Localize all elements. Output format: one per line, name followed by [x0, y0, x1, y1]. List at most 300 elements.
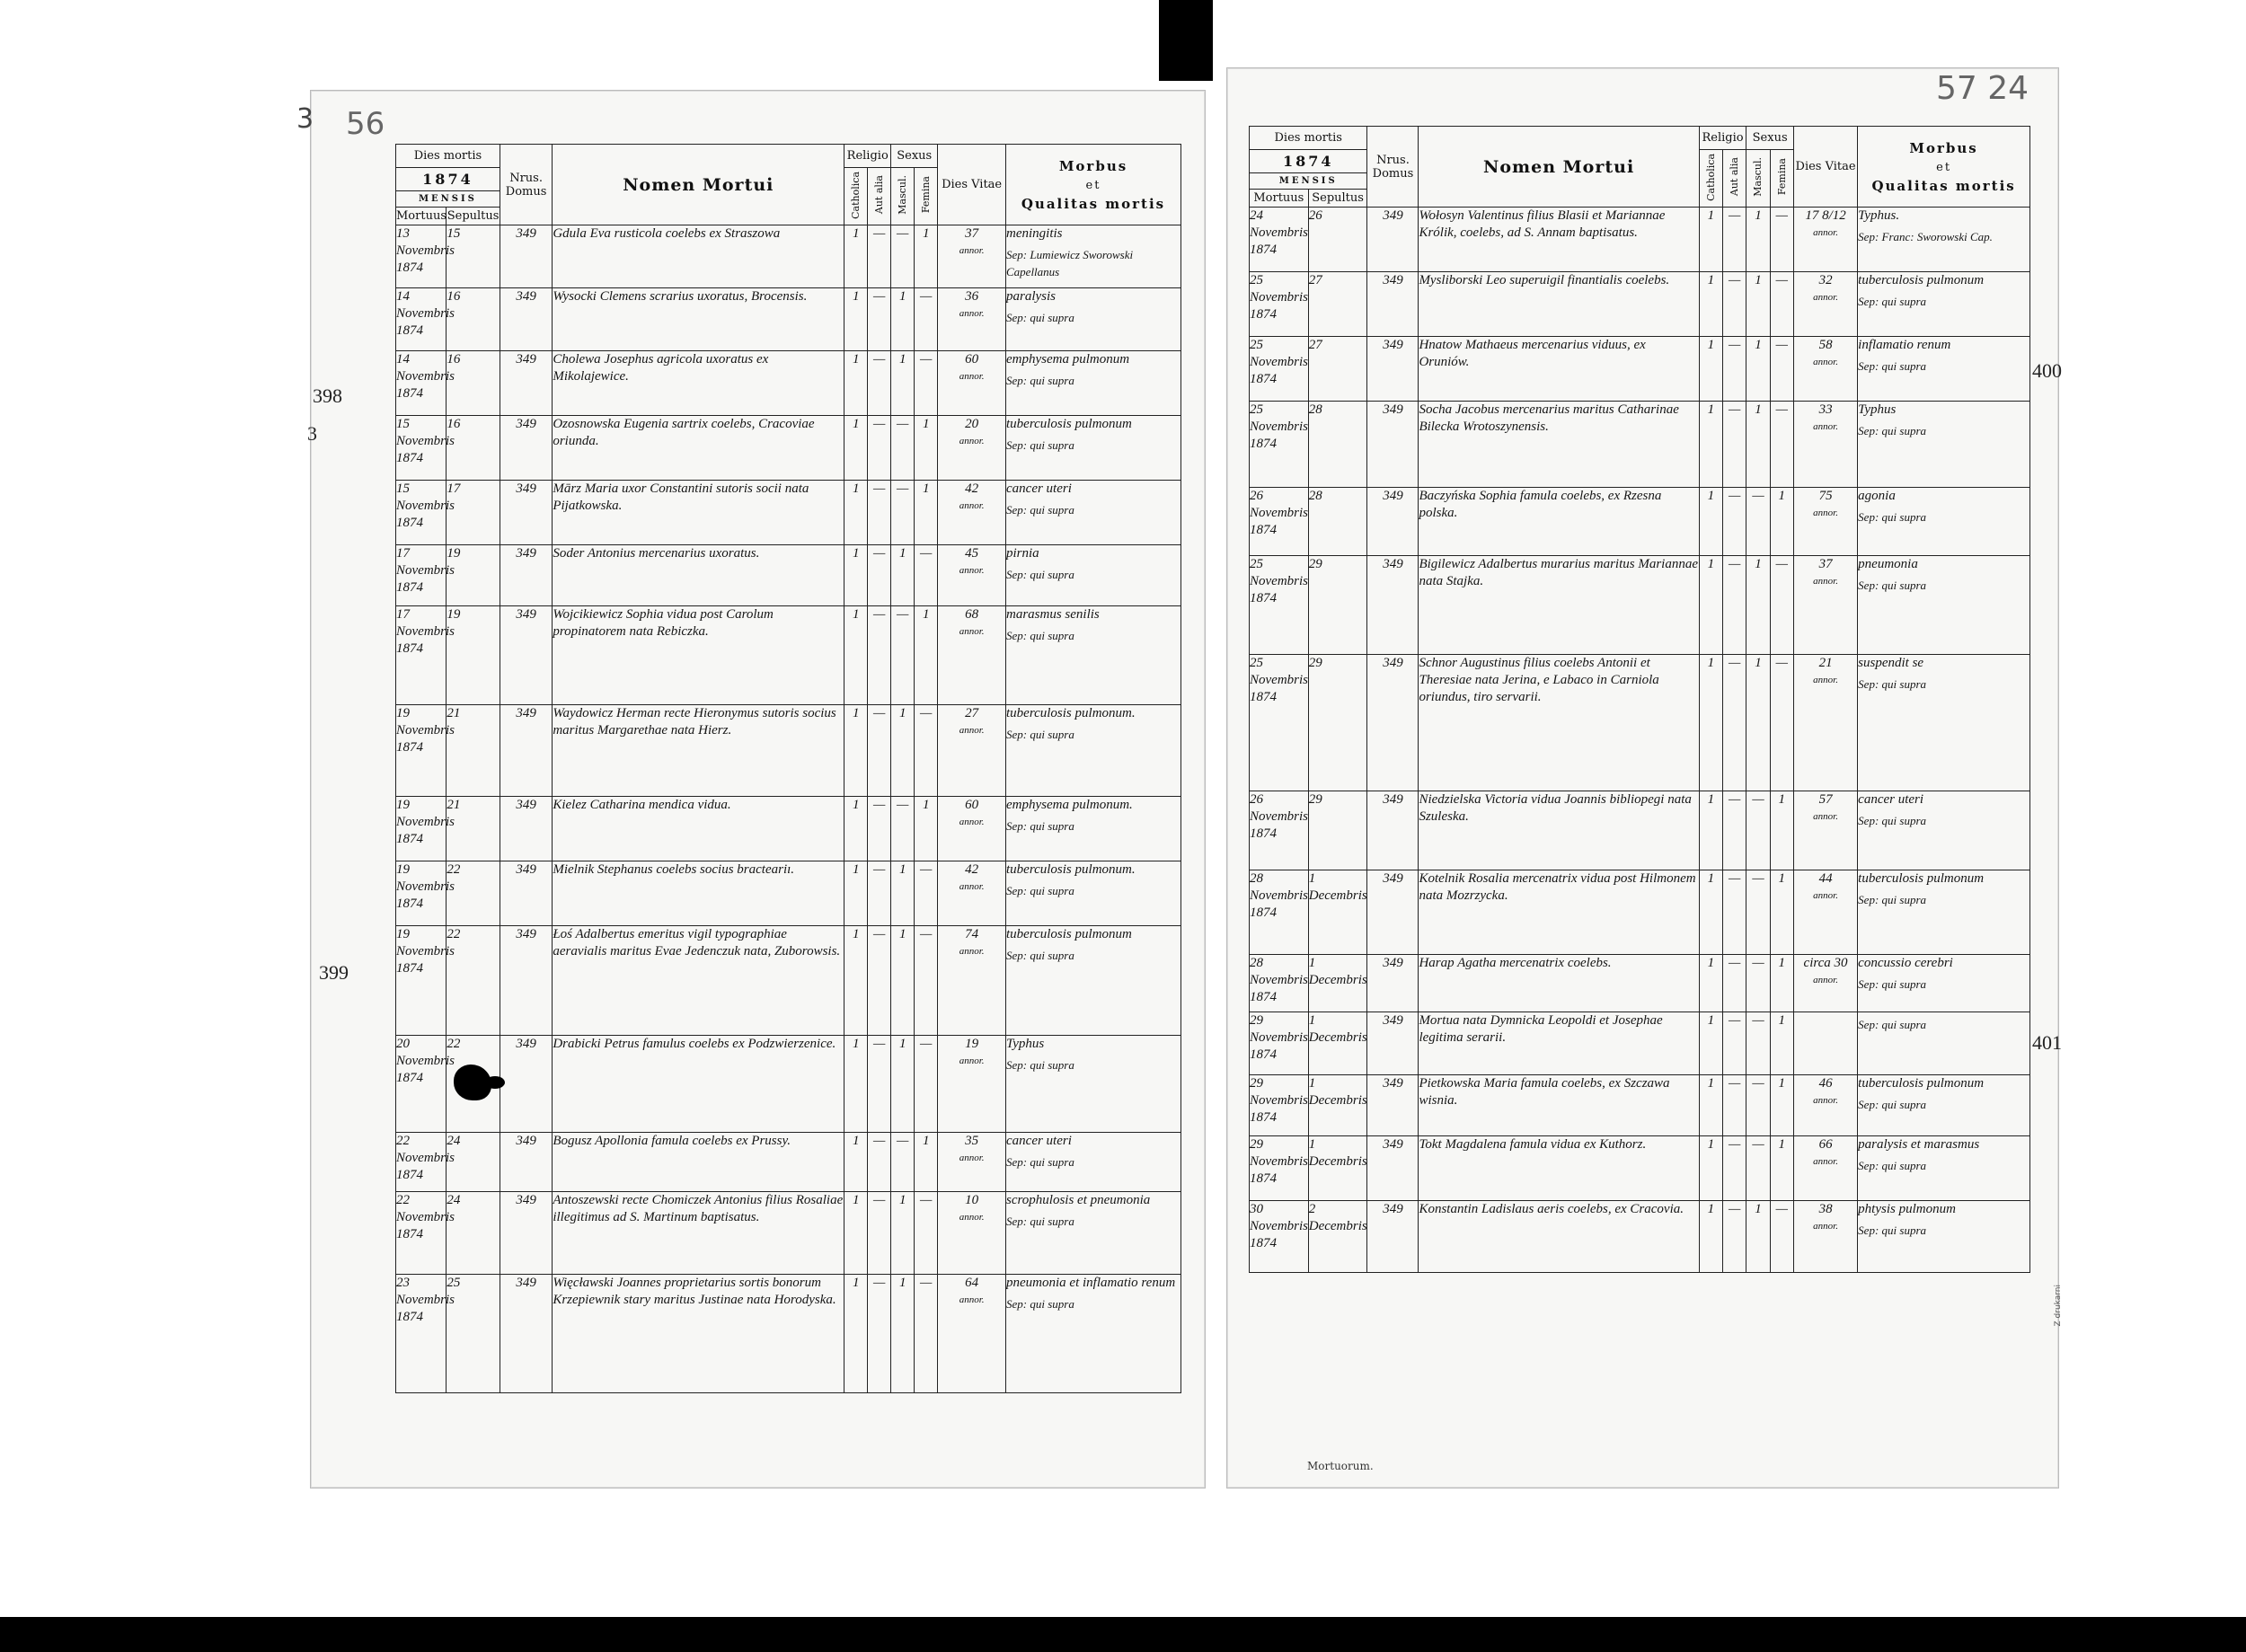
nrus-domus-header: Nrus. Domus [1367, 127, 1419, 208]
deceased-name: Pietkowska Maria famula coelebs, ex Szczawa wisnia. [1419, 1075, 1699, 1136]
cause-of-death: tuberculosis pulmonum. [1006, 706, 1136, 720]
date-of-death: 25 Novembris 1874 [1250, 402, 1309, 488]
burial-note: Sep: qui supra [1006, 568, 1074, 581]
age-unit: annor. [959, 946, 985, 957]
religion-other-mark: — [1723, 337, 1746, 402]
age-cell [938, 926, 1006, 1036]
sepultus-header: Sepultus [1308, 190, 1367, 208]
date-of-death: 13 Novembris 1874 [396, 225, 447, 288]
table-row [1250, 337, 2030, 402]
dies-vitae-header: Dies Vitae [938, 145, 1006, 225]
cause-of-death-cell [1006, 481, 1181, 545]
sex-male-mark: — [891, 606, 915, 705]
age-value: 17 8/12 [1805, 208, 1846, 223]
age-value: 46 [1818, 1076, 1833, 1091]
sex-female-mark: — [1770, 337, 1793, 402]
religion-catholic-mark: 1 [844, 351, 868, 416]
house-number: 349 [1367, 1075, 1419, 1136]
sexus-header: Sexus [1746, 127, 1794, 150]
cause-of-death-cell [1006, 606, 1181, 705]
religion-other-mark: — [1723, 870, 1746, 955]
date-of-death: 30 Novembris 1874 [1250, 1201, 1309, 1273]
religion-catholic-mark: 1 [844, 416, 868, 481]
religion-other-mark: — [1723, 1201, 1746, 1273]
deceased-name: Antoszewski recte Chomiczek Antonius filius Rosaliae illegitimus ad S. Martinum baptisatus. [553, 1192, 844, 1275]
date-of-burial: 28 [1308, 488, 1367, 556]
date-of-burial: 19 [447, 606, 500, 705]
left-register-table [395, 144, 1181, 1393]
dies-mortis-header: Dies mortis [1250, 127, 1367, 150]
burial-note: Sep: qui supra [1006, 1058, 1074, 1072]
age-unit: annor. [959, 1153, 985, 1163]
deceased-name: Mielnik Stephanus coelebs socius bracteariı. [553, 861, 844, 926]
burial-note: Sep: qui supra [1006, 1297, 1074, 1311]
cause-of-death-cell [1006, 1192, 1181, 1275]
aut-alia-header: Aut alia [868, 168, 891, 225]
age-cell [938, 861, 1006, 926]
sex-male-mark: 1 [891, 545, 915, 606]
house-number: 349 [1367, 1012, 1419, 1075]
house-number: 349 [1367, 1136, 1419, 1201]
religion-catholic-mark: 1 [844, 1275, 868, 1393]
cause-of-death-cell [1006, 705, 1181, 797]
age-cell [938, 481, 1006, 545]
sex-male-mark: — [1746, 1012, 1770, 1075]
age-cell [1793, 791, 1857, 870]
religion-catholic-mark: 1 [844, 861, 868, 926]
deceased-name: Cholewa Josephus agricola uxoratus ex Mikolajewice. [553, 351, 844, 416]
table-row [1250, 791, 2030, 870]
sex-female-mark: 1 [1770, 488, 1793, 556]
age-cell [1793, 272, 1857, 337]
religion-catholic-mark: 1 [1699, 402, 1722, 488]
morbus-header [1006, 145, 1181, 225]
house-number: 349 [500, 351, 552, 416]
age-unit: annor. [1813, 357, 1838, 367]
age-value: 32 [1818, 273, 1833, 287]
femina-header: Femina [915, 168, 938, 225]
age-value: 27 [965, 706, 979, 720]
religion-catholic-mark: 1 [844, 545, 868, 606]
cause-of-death-cell [1006, 1036, 1181, 1133]
nomen-mortui-header: Nomen Mortui [553, 145, 844, 225]
house-number: 349 [1367, 1201, 1419, 1273]
table-row [1250, 655, 2030, 791]
burial-note: Sep: qui supra [1006, 1155, 1074, 1169]
religion-other-mark: — [1723, 1136, 1746, 1201]
cause-of-death-cell [1858, 402, 2030, 488]
right-page-number: 57 24 [1936, 70, 2029, 107]
date-of-burial: 17 [447, 481, 500, 545]
house-number: 349 [1367, 272, 1419, 337]
cause-of-death-cell [1006, 288, 1181, 351]
date-of-burial: 1 Decembris [1308, 870, 1367, 955]
religion-catholic-mark: 1 [1699, 337, 1722, 402]
cause-of-death-cell [1858, 955, 2030, 1012]
age-value: 68 [965, 607, 979, 622]
age-value: 37 [1818, 557, 1833, 571]
age-unit: annor. [1813, 421, 1838, 432]
age-cell [938, 288, 1006, 351]
age-unit: annor. [1813, 227, 1838, 238]
age-value: circa 30 [1803, 956, 1848, 970]
date-of-death: 19 Novembris 1874 [396, 797, 447, 861]
sex-female-mark: 1 [915, 225, 938, 288]
religion-other-mark: — [1723, 1075, 1746, 1136]
house-number: 349 [500, 705, 552, 797]
cause-of-death: Typhus. [1858, 208, 1900, 223]
cause-of-death-cell [1858, 791, 2030, 870]
religion-other-mark: — [868, 606, 891, 705]
date-of-burial: 21 [447, 797, 500, 861]
cause-of-death: phtysis pulmonum [1858, 1202, 1956, 1216]
religion-catholic-mark: 1 [844, 1036, 868, 1133]
religion-catholic-mark: 1 [1699, 488, 1722, 556]
house-number: 349 [1367, 337, 1419, 402]
mensis-header: MENSIS [1250, 173, 1367, 190]
table-row [1250, 870, 2030, 955]
cause-of-death-cell [1858, 488, 2030, 556]
sexus-header: Sexus [891, 145, 938, 168]
date-of-death: 14 Novembris 1874 [396, 351, 447, 416]
religion-catholic-mark: 1 [1699, 1075, 1722, 1136]
religion-catholic-mark: 1 [844, 705, 868, 797]
burial-note: Sep: qui supra [1006, 949, 1074, 962]
date-of-burial: 26 [1308, 208, 1367, 272]
dies-mortis-header: Dies mortis [396, 145, 500, 168]
date-of-death: 19 Novembris 1874 [396, 705, 447, 797]
age-unit: annor. [959, 626, 985, 637]
sex-male-mark: 1 [891, 705, 915, 797]
age-cell [938, 1192, 1006, 1275]
religion-other-mark: — [868, 288, 891, 351]
cause-of-death: scrophulosis et pneumonia [1006, 1193, 1151, 1207]
deceased-name: Waydowicz Herman recte Hieronymus sutoris socius maritus Margarethae nata Hierz. [553, 705, 844, 797]
date-of-burial: 27 [1308, 337, 1367, 402]
age-value: 42 [965, 862, 979, 877]
deceased-name: Baczyńska Sophia famula coelebs, ex Rzesna polska. [1419, 488, 1699, 556]
sex-male-mark: 1 [1746, 1201, 1770, 1273]
table-row [396, 797, 1181, 861]
cause-of-death-cell [1858, 1201, 2030, 1273]
table-row [1250, 488, 2030, 556]
sex-male-mark: 1 [1746, 337, 1770, 402]
deceased-name: Hnatow Mathaeus mercenarius viduus, ex Oruniów. [1419, 337, 1699, 402]
table-row [1250, 556, 2030, 655]
sex-female-mark: — [1770, 208, 1793, 272]
cause-of-death: tuberculosis pulmonum [1006, 927, 1132, 941]
age-value: 37 [965, 226, 979, 241]
date-of-death: 28 Novembris 1874 [1250, 870, 1309, 955]
sex-female-mark: — [915, 1275, 938, 1393]
burial-note: Sep: qui supra [1858, 977, 1927, 991]
religion-catholic-mark: 1 [1699, 208, 1722, 272]
nomen-mortui-header: Nomen Mortui [1419, 127, 1699, 208]
religion-catholic-mark: 1 [1699, 1012, 1722, 1075]
deceased-name: Mortua nata Dymnicka Leopoldi et Josephae legitima serarii. [1419, 1012, 1699, 1075]
date-of-death: 19 Novembris 1874 [396, 926, 447, 1036]
age-cell [938, 545, 1006, 606]
date-of-death: 24 Novembris 1874 [1250, 208, 1309, 272]
table-row [396, 861, 1181, 926]
religion-other-mark: — [868, 797, 891, 861]
cause-of-death-cell [1006, 416, 1181, 481]
date-of-death: 25 Novembris 1874 [1250, 655, 1309, 791]
cause-of-death-cell [1006, 351, 1181, 416]
date-of-burial: 1 Decembris [1308, 1075, 1367, 1136]
age-unit: annor. [1813, 675, 1838, 685]
age-value: 36 [965, 289, 979, 304]
house-number: 349 [500, 926, 552, 1036]
cause-of-death-cell [1858, 1136, 2030, 1201]
age-unit: annor. [1813, 508, 1838, 518]
age-cell [938, 416, 1006, 481]
date-of-death: 19 Novembris 1874 [396, 861, 447, 926]
age-value: 20 [965, 417, 979, 431]
religion-catholic-mark: 1 [844, 797, 868, 861]
cause-of-death-cell [1006, 861, 1181, 926]
sex-female-mark: — [1770, 655, 1793, 791]
age-cell [938, 1036, 1006, 1133]
deceased-name: Kotelnik Rosalia mercenatrix vidua post Hilmonem nata Mozrzycka. [1419, 870, 1699, 955]
house-number: 349 [1367, 488, 1419, 556]
corner-number: 3 [296, 103, 314, 135]
sex-male-mark: 1 [891, 351, 915, 416]
date-of-death: 29 Novembris 1874 [1250, 1012, 1309, 1075]
religion-catholic-mark: 1 [1699, 870, 1722, 955]
religion-catholic-mark: 1 [1699, 272, 1722, 337]
age-unit: annor. [959, 817, 985, 827]
right-register-table [1249, 126, 2030, 1273]
burial-note: Sep: qui supra [1858, 295, 1927, 308]
morbus-label: Morbus [1909, 139, 1978, 156]
date-of-burial: 1 Decembris [1308, 955, 1367, 1012]
cause-of-death-cell [1006, 545, 1181, 606]
age-unit: annor. [959, 1294, 985, 1305]
cause-of-death-cell [1858, 1075, 2030, 1136]
age-cell [1793, 1075, 1857, 1136]
table-row [396, 1192, 1181, 1275]
sex-male-mark: 1 [891, 1275, 915, 1393]
date-of-death: 23 Novembris 1874 [396, 1275, 447, 1393]
table-row [396, 1036, 1181, 1133]
cause-of-death-cell [1858, 870, 2030, 955]
age-cell [938, 705, 1006, 797]
burial-note: Sep: qui supra [1858, 814, 1927, 827]
house-number: 349 [500, 606, 552, 705]
sex-male-mark: 1 [1746, 556, 1770, 655]
sex-female-mark: — [1770, 402, 1793, 488]
house-number: 349 [1367, 655, 1419, 791]
age-value: 33 [1818, 402, 1833, 417]
date-of-death: 20 Novembris 1874 [396, 1036, 447, 1133]
date-of-burial: 19 [447, 545, 500, 606]
table-row [396, 351, 1181, 416]
date-of-burial: 22 [447, 926, 500, 1036]
sex-female-mark: — [915, 288, 938, 351]
cause-of-death: suspendit se [1858, 656, 1924, 670]
date-of-death: 26 Novembris 1874 [1250, 791, 1309, 870]
footer-mortuorum: Mortuorum. [1307, 1460, 1374, 1472]
deceased-name: Łoś Adalbertus emeritus vigil typographiae aeravialis maritus Evae Jedenczuk nata, Zuborowsis. [553, 926, 844, 1036]
date-of-burial: 1 Decembris [1308, 1136, 1367, 1201]
age-value: 75 [1818, 489, 1833, 503]
age-cell [1793, 955, 1857, 1012]
house-number: 349 [500, 797, 552, 861]
house-number: 349 [500, 225, 552, 288]
religion-other-mark: — [868, 1133, 891, 1192]
cause-of-death-cell [1858, 337, 2030, 402]
margin-number-3: 3 [307, 422, 317, 445]
deceased-name: Ozosnowska Eugenia sartrix coelebs, Cracoviae oriunda. [553, 416, 844, 481]
sex-female-mark: 1 [1770, 1075, 1793, 1136]
age-unit: annor. [959, 436, 985, 446]
date-of-death: 15 Novembris 1874 [396, 481, 447, 545]
sex-male-mark: 1 [891, 288, 915, 351]
cause-of-death-cell [1858, 272, 2030, 337]
sex-female-mark: — [1770, 556, 1793, 655]
cause-of-death: cancer uteri [1006, 1134, 1072, 1148]
sex-female-mark: 1 [915, 416, 938, 481]
sex-male-mark: — [891, 1133, 915, 1192]
deceased-name: Wojcikiewicz Sophia vidua post Carolum propinatorem nata Rebiczka. [553, 606, 844, 705]
table-row [396, 481, 1181, 545]
sex-male-mark: — [1746, 1075, 1770, 1136]
sex-male-mark: 1 [891, 861, 915, 926]
table-row [396, 1133, 1181, 1192]
sex-female-mark: — [915, 926, 938, 1036]
deceased-name: Tokt Magdalena famula vidua ex Kuthorz. [1419, 1136, 1699, 1201]
ink-blot-small [485, 1076, 505, 1089]
burial-note: Sep: qui supra [1006, 819, 1074, 833]
religion-catholic-mark: 1 [844, 606, 868, 705]
date-of-death: 29 Novembris 1874 [1250, 1136, 1309, 1201]
age-value: 42 [965, 481, 979, 496]
burial-note: Sep: qui supra [1006, 629, 1074, 642]
deceased-name: Kielez Catharina mendica vidua. [553, 797, 844, 861]
burial-note: Sep: qui supra [1858, 359, 1927, 373]
date-of-burial: 16 [447, 416, 500, 481]
age-value: 57 [1818, 792, 1833, 807]
burial-note: Sep: qui supra [1006, 884, 1074, 897]
qualitas-label: Qualitas mortis [1871, 177, 2016, 194]
table-row [396, 416, 1181, 481]
mortuus-header: Mortuus [396, 208, 447, 225]
age-unit: annor. [1813, 1156, 1838, 1167]
burial-note: Sep: qui supra [1006, 503, 1074, 517]
burial-note: Sep: qui supra [1858, 510, 1927, 524]
cause-of-death: pirnia [1006, 546, 1039, 561]
age-value: 21 [1818, 656, 1833, 670]
cause-of-death-cell [1858, 208, 2030, 272]
burial-note: Sep: qui supra [1858, 677, 1927, 691]
age-value: 66 [1818, 1137, 1833, 1152]
sex-female-mark: 1 [915, 481, 938, 545]
age-unit: annor. [1813, 292, 1838, 303]
sex-male-mark: — [1746, 791, 1770, 870]
deceased-name: Konstantin Ladislaus aeris coelebs, ex Cracovia. [1419, 1201, 1699, 1273]
date-of-death: 14 Novembris 1874 [396, 288, 447, 351]
age-cell [1793, 1136, 1857, 1201]
sex-female-mark: 1 [915, 606, 938, 705]
et-label: et [1085, 178, 1101, 192]
house-number: 349 [1367, 208, 1419, 272]
religion-other-mark: — [868, 926, 891, 1036]
age-cell [1793, 1012, 1857, 1075]
table-row [1250, 272, 2030, 337]
house-number: 349 [500, 1192, 552, 1275]
religio-header: Religio [1699, 127, 1746, 150]
age-unit: annor. [1813, 975, 1838, 985]
cause-of-death-cell [1006, 225, 1181, 288]
age-cell [938, 797, 1006, 861]
date-of-death: 28 Novembris 1874 [1250, 955, 1309, 1012]
aut-alia-header: Aut alia [1723, 150, 1746, 208]
religion-catholic-mark: 1 [1699, 1136, 1722, 1201]
religion-other-mark: — [1723, 791, 1746, 870]
date-of-death: 26 Novembris 1874 [1250, 488, 1309, 556]
sex-female-mark: — [915, 705, 938, 797]
house-number: 349 [1367, 870, 1419, 955]
religion-other-mark: — [868, 545, 891, 606]
age-unit: annor. [959, 245, 985, 256]
masculinum-header: Mascul. [1746, 150, 1770, 208]
table-row [396, 225, 1181, 288]
house-number: 349 [500, 861, 552, 926]
sex-male-mark: 1 [891, 1192, 915, 1275]
sex-female-mark: 1 [1770, 1012, 1793, 1075]
religion-other-mark: — [868, 225, 891, 288]
house-number: 349 [500, 545, 552, 606]
sex-female-mark: 1 [915, 797, 938, 861]
age-unit: annor. [1813, 811, 1838, 822]
sex-male-mark: 1 [891, 1036, 915, 1133]
year-header: 1874 [396, 168, 500, 191]
age-value: 60 [965, 352, 979, 367]
cause-of-death: marasmus senilis [1006, 607, 1100, 622]
cause-of-death-cell [1006, 1133, 1181, 1192]
cause-of-death-cell [1858, 655, 2030, 791]
age-cell [938, 351, 1006, 416]
age-value: 44 [1818, 871, 1833, 886]
religion-catholic-mark: 1 [844, 481, 868, 545]
date-of-death: 29 Novembris 1874 [1250, 1075, 1309, 1136]
date-of-burial: 22 [447, 1036, 500, 1133]
burial-note: Sep: qui supra [1006, 728, 1074, 741]
age-cell [1793, 402, 1857, 488]
date-of-burial: 21 [447, 705, 500, 797]
table-row [1250, 402, 2030, 488]
date-of-death: 17 Novembris 1874 [396, 545, 447, 606]
sex-male-mark: — [891, 416, 915, 481]
sex-male-mark: 1 [1746, 402, 1770, 488]
religion-other-mark: — [868, 481, 891, 545]
religion-other-mark: — [868, 1036, 891, 1133]
sex-male-mark: 1 [891, 926, 915, 1036]
house-number: 349 [500, 288, 552, 351]
date-of-death: 15 Novembris 1874 [396, 416, 447, 481]
date-of-burial: 29 [1308, 791, 1367, 870]
date-of-burial: 15 [447, 225, 500, 288]
cause-of-death: tuberculosis pulmonum [1858, 871, 1985, 886]
date-of-death: 25 Novembris 1874 [1250, 556, 1309, 655]
age-value: 38 [1818, 1202, 1833, 1216]
cause-of-death: meningitis [1006, 226, 1063, 241]
femina-header: Femina [1770, 150, 1793, 208]
age-cell [1793, 208, 1857, 272]
deceased-name: Schnor Augustinus filius coelebs Antonii et Theresiae nata Jerina, e Labaco in Carniola oriundus, tiro servarii. [1419, 655, 1699, 791]
sex-female-mark: 1 [1770, 1136, 1793, 1201]
